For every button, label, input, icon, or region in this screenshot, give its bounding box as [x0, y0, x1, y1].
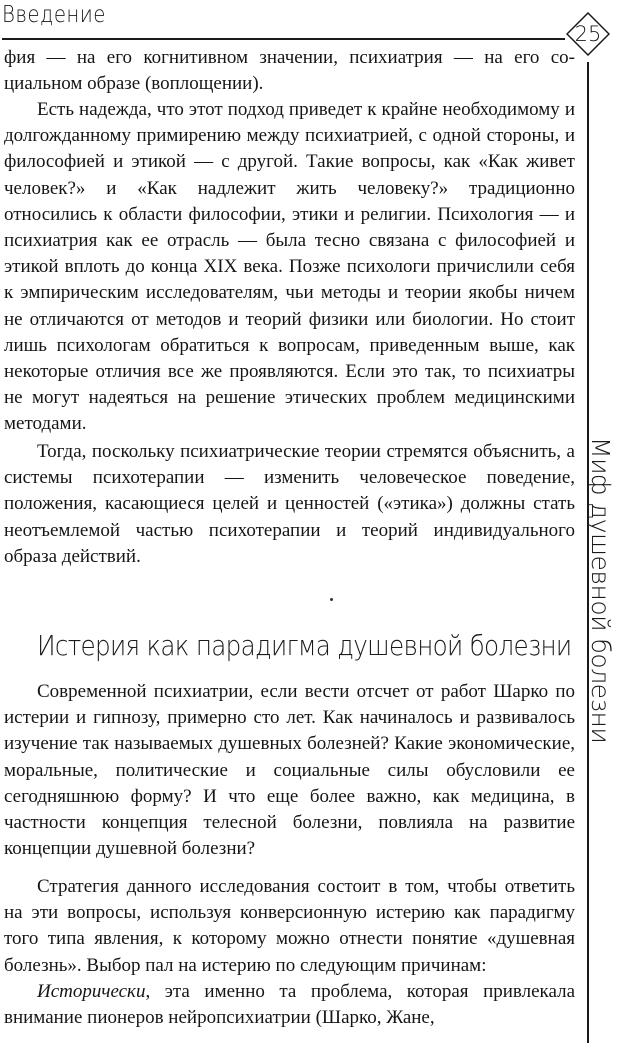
vertical-book-title: Миф душевной болезни — [586, 437, 615, 744]
paragraph-historically — [4, 979, 575, 1031]
paragraph-text: , эта именно та проблема, которая привлекала внимание пионеров нейропсихиатрии (Шарко, Жане, — [4, 981, 575, 1029]
paragraph-strategy: Стратегия данного исследования состоит в том, чтобы ответить на эти вопросы, используя конверсионную истерию как парадигму того типа явления, к которому можно отнести понятие «душевная болезнь». Выбор пал на истерию по следующим причинам: — [4, 876, 575, 976]
paragraph-modern-psychiatry: Современной психиатрии, если вести отсчет от работ Шарко по истерии и гипнозу, примерно сто лет. Как начиналось и развивалось изучение так называемых душевных болезней? Какие экономические, моральные, политические и социальные силы обусловили ее сегодняшнюю форму? И что еще более важно, как медицина, в частности концепция телесной болезни, повлияла на развитие концепции душевной болезни? — [4, 681, 575, 860]
paragraph-then: Тогда, поскольку психиатрические теории стремятся объяснить, а системы психотерапии — изменить человеческое поведение, положения, касающиеся целей и ценностей («этика») должны стать неотъемлемой частью психотерапии и теорий индивидуального образа действий. — [4, 441, 575, 567]
page-number: 25 — [574, 22, 602, 46]
paragraph-hope: Есть надежда, что этот подход приведет к крайне необходимому и долгожданному примирению между психиатрией, с одной стороны, и философией и этикой — с другой. Такие вопросы, как «Как живет человек?» и «Как надлежит жить человеку?» традиционно относились к области философии, этики и религии. Психология — и психиатрия как ее отрасль — была тесно связана с философией и этикой вплоть до конца XIX века. Позже психологи причислили себя к эмпирическим исследователям, чьи методы и теории якобы ничем не отличаются от методов и теорий физики или биологии. Но стоит лишь психологам обратиться к вопросам, приведенным выше, как некоторые отличия все же проявляются. Если это так, то психиатры не могут надеяться на решение этических проблем медицинскими методами. — [4, 99, 575, 435]
header-rule — [2, 38, 565, 40]
italic-term: Исторически — [37, 981, 146, 1002]
decorative-dot — [330, 598, 333, 601]
running-title: Введение — [2, 2, 106, 28]
paragraph-continued: фия — на его когнитивном значении, психиатрия — на его социальном образе (воплощении). — [4, 47, 575, 95]
section-heading: Истерия как парадигма душевной болезни — [37, 629, 572, 663]
